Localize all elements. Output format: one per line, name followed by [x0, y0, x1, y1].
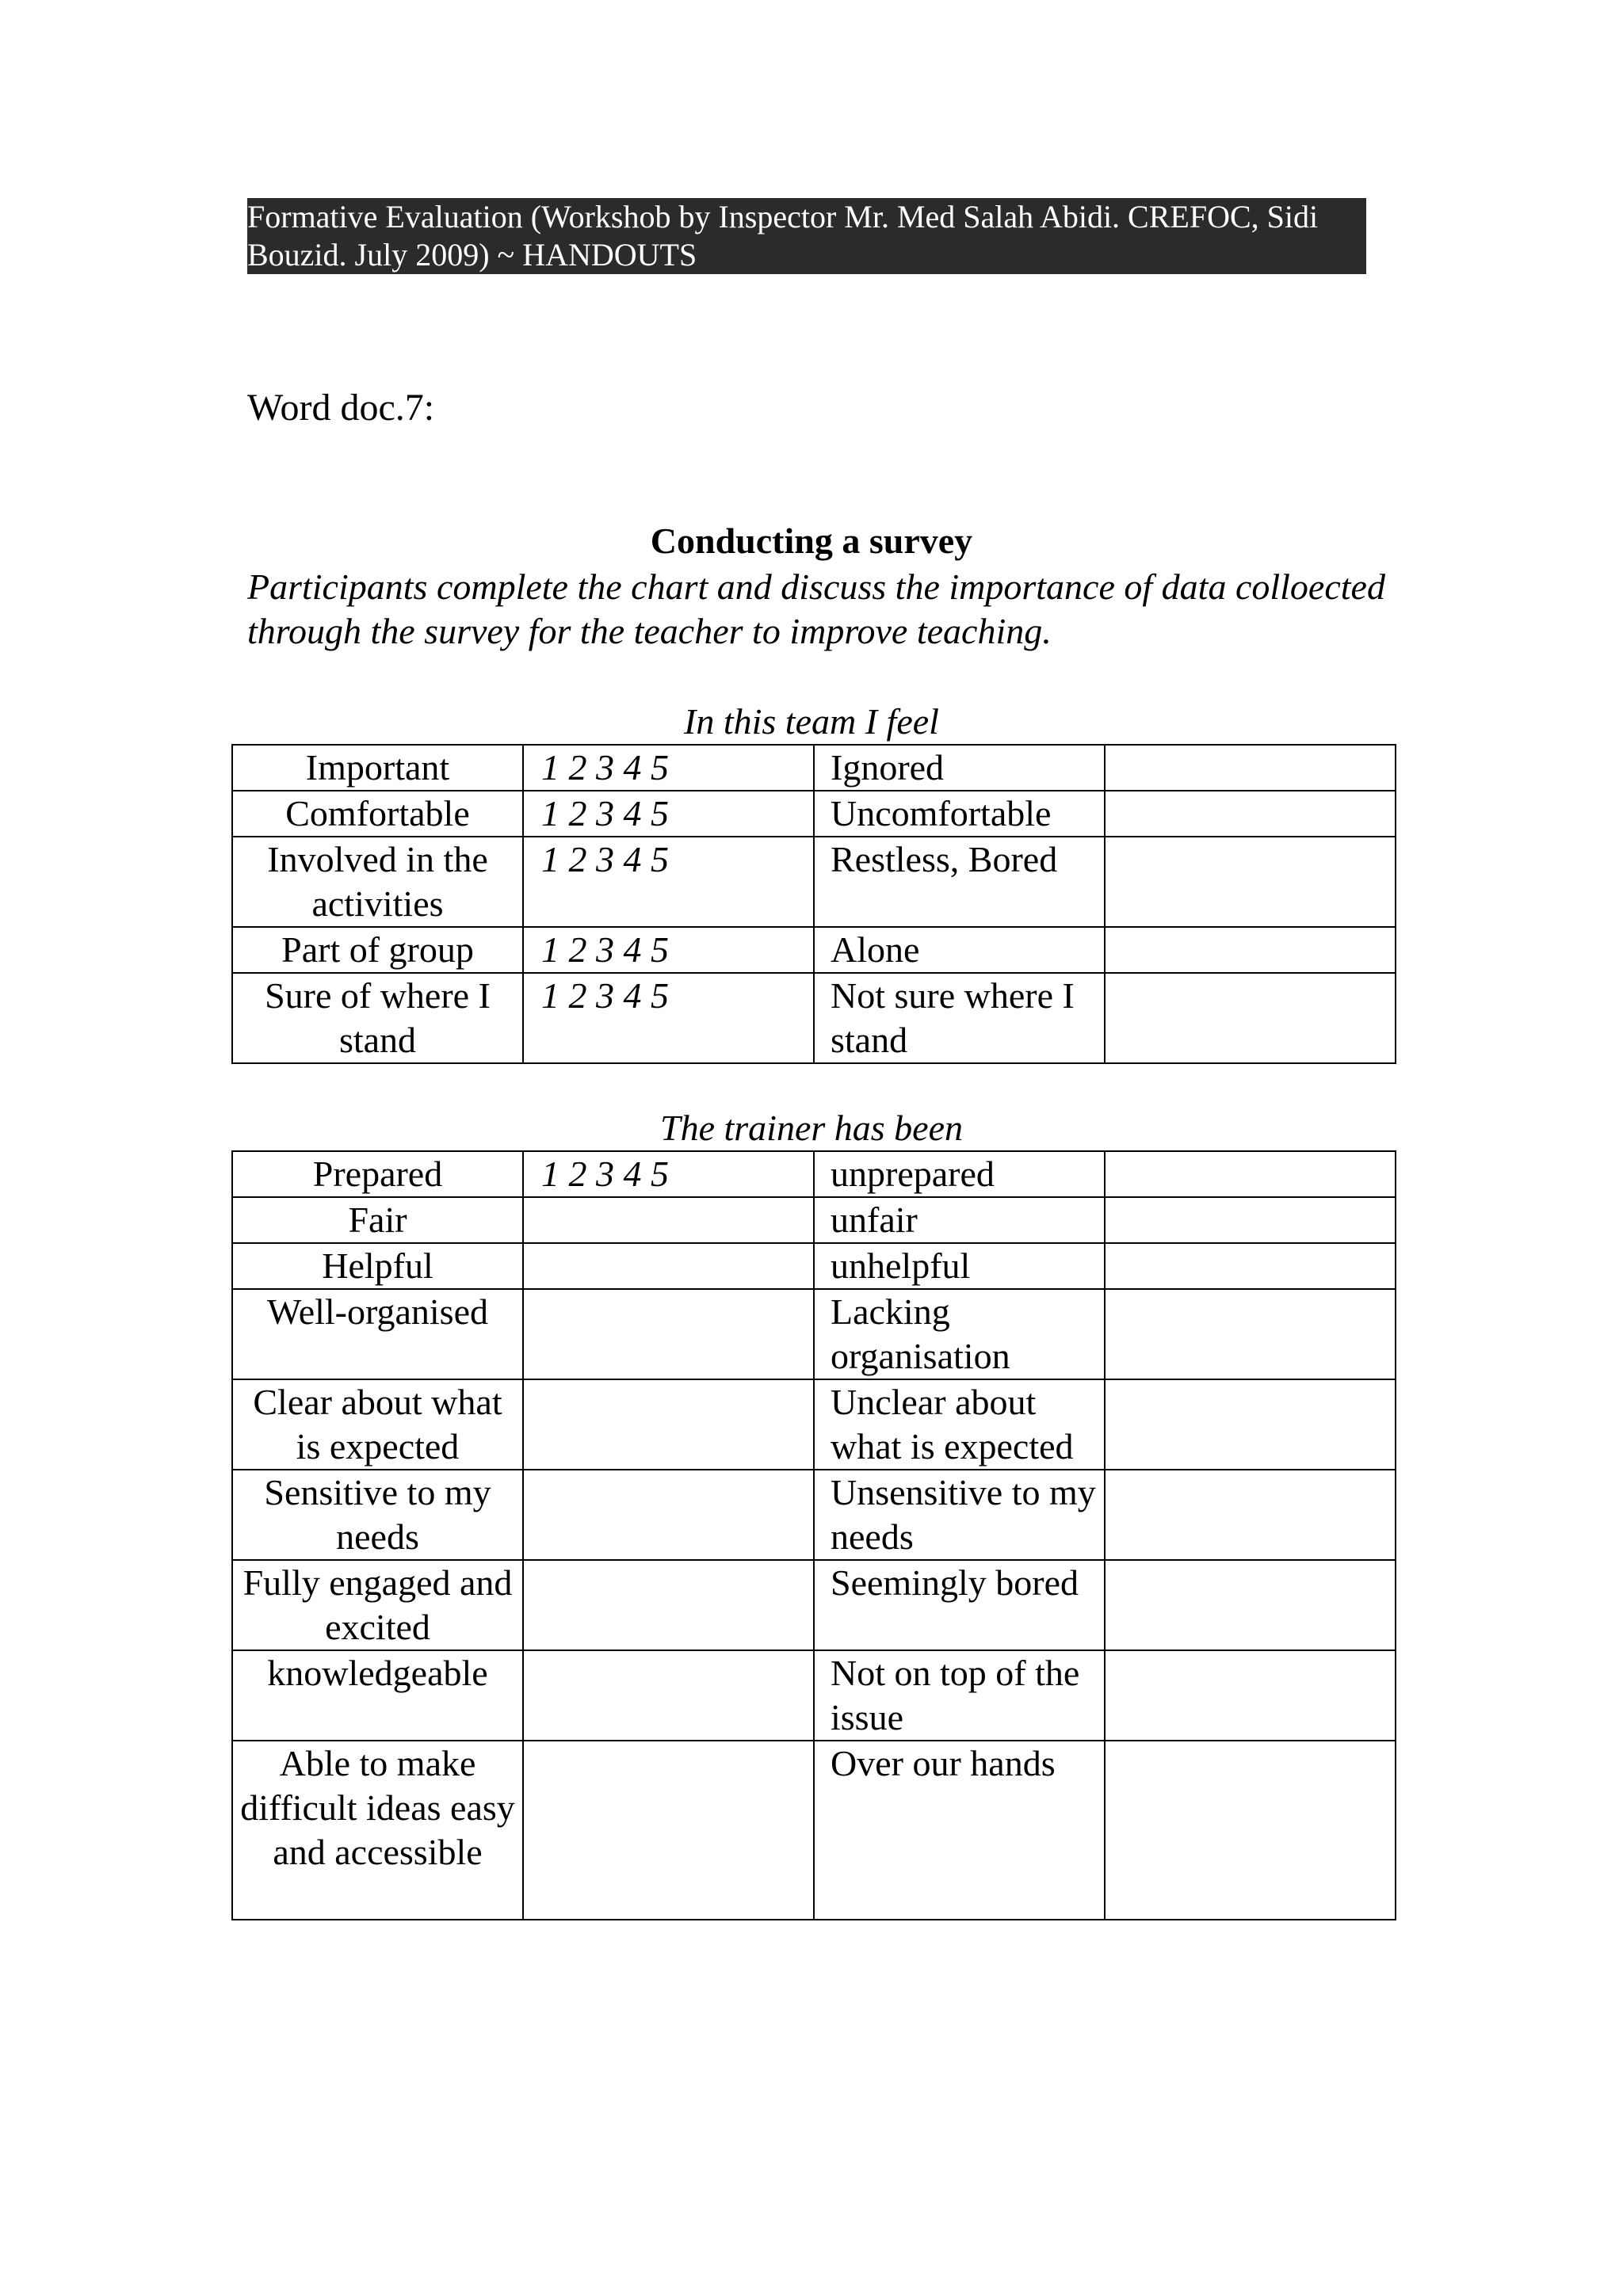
table-row: [232, 973, 1396, 1063]
blank-cell[interactable]: [1105, 837, 1396, 927]
negative-cell: unhelpful: [814, 1243, 1105, 1289]
negative-cell: Not on top of the issue: [814, 1650, 1105, 1741]
blank-cell[interactable]: [1105, 1243, 1396, 1289]
negative-cell: unfair: [814, 1197, 1105, 1243]
blank-cell[interactable]: [1105, 1379, 1396, 1470]
blank-cell[interactable]: [1105, 1560, 1396, 1650]
rating-scale-cell[interactable]: 1 2 3 4 5: [523, 791, 814, 837]
positive-cell: Fully engaged and excited: [232, 1560, 523, 1650]
positive-cell: Part of group: [232, 927, 523, 973]
trainer-table: [231, 1150, 1396, 1920]
table-row: [232, 1151, 1396, 1197]
positive-cell: Able to make difficult ideas easy and accessible: [232, 1741, 523, 1920]
document-label: Word doc.7:: [247, 387, 435, 429]
rating-scale-cell[interactable]: 1 2 3 4 5: [523, 1151, 814, 1197]
blank-cell[interactable]: [1105, 745, 1396, 791]
positive-cell: Involved in the activities: [232, 837, 523, 927]
blank-cell[interactable]: [1105, 1197, 1396, 1243]
negative-cell: Uncomfortable: [814, 791, 1105, 837]
blank-cell[interactable]: [1105, 1650, 1396, 1741]
negative-cell: Seemingly bored: [814, 1560, 1105, 1650]
table-row: [232, 745, 1396, 791]
positive-cell: Sensitive to my needs: [232, 1470, 523, 1560]
table-row: [232, 1197, 1396, 1243]
table-row: [232, 1560, 1396, 1650]
table-row: [232, 1741, 1396, 1920]
positive-cell: Sure of where I stand: [232, 973, 523, 1063]
rating-scale-cell[interactable]: [523, 1289, 814, 1379]
blank-cell[interactable]: [1105, 1289, 1396, 1379]
table-row: [232, 1470, 1396, 1560]
header-line-2: Bouzid. July 2009) ~ HANDOUTS: [247, 237, 697, 273]
positive-cell: Comfortable: [232, 791, 523, 837]
rating-scale-cell[interactable]: 1 2 3 4 5: [523, 973, 814, 1063]
negative-cell: Over our hands: [814, 1741, 1105, 1920]
negative-cell: Lacking organisation: [814, 1289, 1105, 1379]
blank-cell[interactable]: [1105, 1470, 1396, 1560]
rating-scale-cell[interactable]: 1 2 3 4 5: [523, 745, 814, 791]
rating-scale-cell[interactable]: [523, 1560, 814, 1650]
header-line-1: Formative Evaluation (Workshob by Inspector Mr. Med Salah Abidi. CREFOC, Sidi: [247, 199, 1319, 235]
negative-cell: Unsensitive to my needs: [814, 1470, 1105, 1560]
table-row: [232, 1243, 1396, 1289]
positive-cell: knowledgeable: [232, 1650, 523, 1741]
positive-cell: Fair: [232, 1197, 523, 1243]
rating-scale-cell[interactable]: [523, 1470, 814, 1560]
blank-cell[interactable]: [1105, 791, 1396, 837]
negative-cell: unprepared: [814, 1151, 1105, 1197]
table-row: [232, 1379, 1396, 1470]
negative-cell: Ignored: [814, 745, 1105, 791]
positive-cell: Clear about what is expected: [232, 1379, 523, 1470]
table-row: [232, 1650, 1396, 1741]
rating-scale-cell[interactable]: [523, 1243, 814, 1289]
page-title: Conducting a survey: [650, 521, 973, 561]
table-row: [232, 791, 1396, 837]
rating-scale-cell[interactable]: [523, 1379, 814, 1470]
negative-cell: Restless, Bored: [814, 837, 1105, 927]
rating-scale-cell[interactable]: 1 2 3 4 5: [523, 927, 814, 973]
table2-caption: The trainer has been: [659, 1108, 963, 1148]
team-feeling-table: [231, 744, 1396, 1064]
table-row: [232, 837, 1396, 927]
instructions-text: Participants complete the chart and discuss the importance of data colloected through the survey for the teacher to improve teaching.: [247, 566, 1385, 651]
table1-caption: In this team I feel: [684, 701, 939, 742]
positive-cell: Important: [232, 745, 523, 791]
table-row: [232, 927, 1396, 973]
rating-scale-cell[interactable]: [523, 1741, 814, 1920]
table-row: [232, 1289, 1396, 1379]
negative-cell: Alone: [814, 927, 1105, 973]
rating-scale-cell[interactable]: [523, 1650, 814, 1741]
header-banner: [247, 198, 1366, 274]
blank-cell[interactable]: [1105, 1741, 1396, 1920]
positive-cell: Prepared: [232, 1151, 523, 1197]
negative-cell: Unclear about what is expected: [814, 1379, 1105, 1470]
rating-scale-cell[interactable]: [523, 1197, 814, 1243]
negative-cell: Not sure where I stand: [814, 973, 1105, 1063]
blank-cell[interactable]: [1105, 927, 1396, 973]
blank-cell[interactable]: [1105, 1151, 1396, 1197]
positive-cell: Helpful: [232, 1243, 523, 1289]
positive-cell: Well-organised: [232, 1289, 523, 1379]
blank-cell[interactable]: [1105, 973, 1396, 1063]
rating-scale-cell[interactable]: 1 2 3 4 5: [523, 837, 814, 927]
